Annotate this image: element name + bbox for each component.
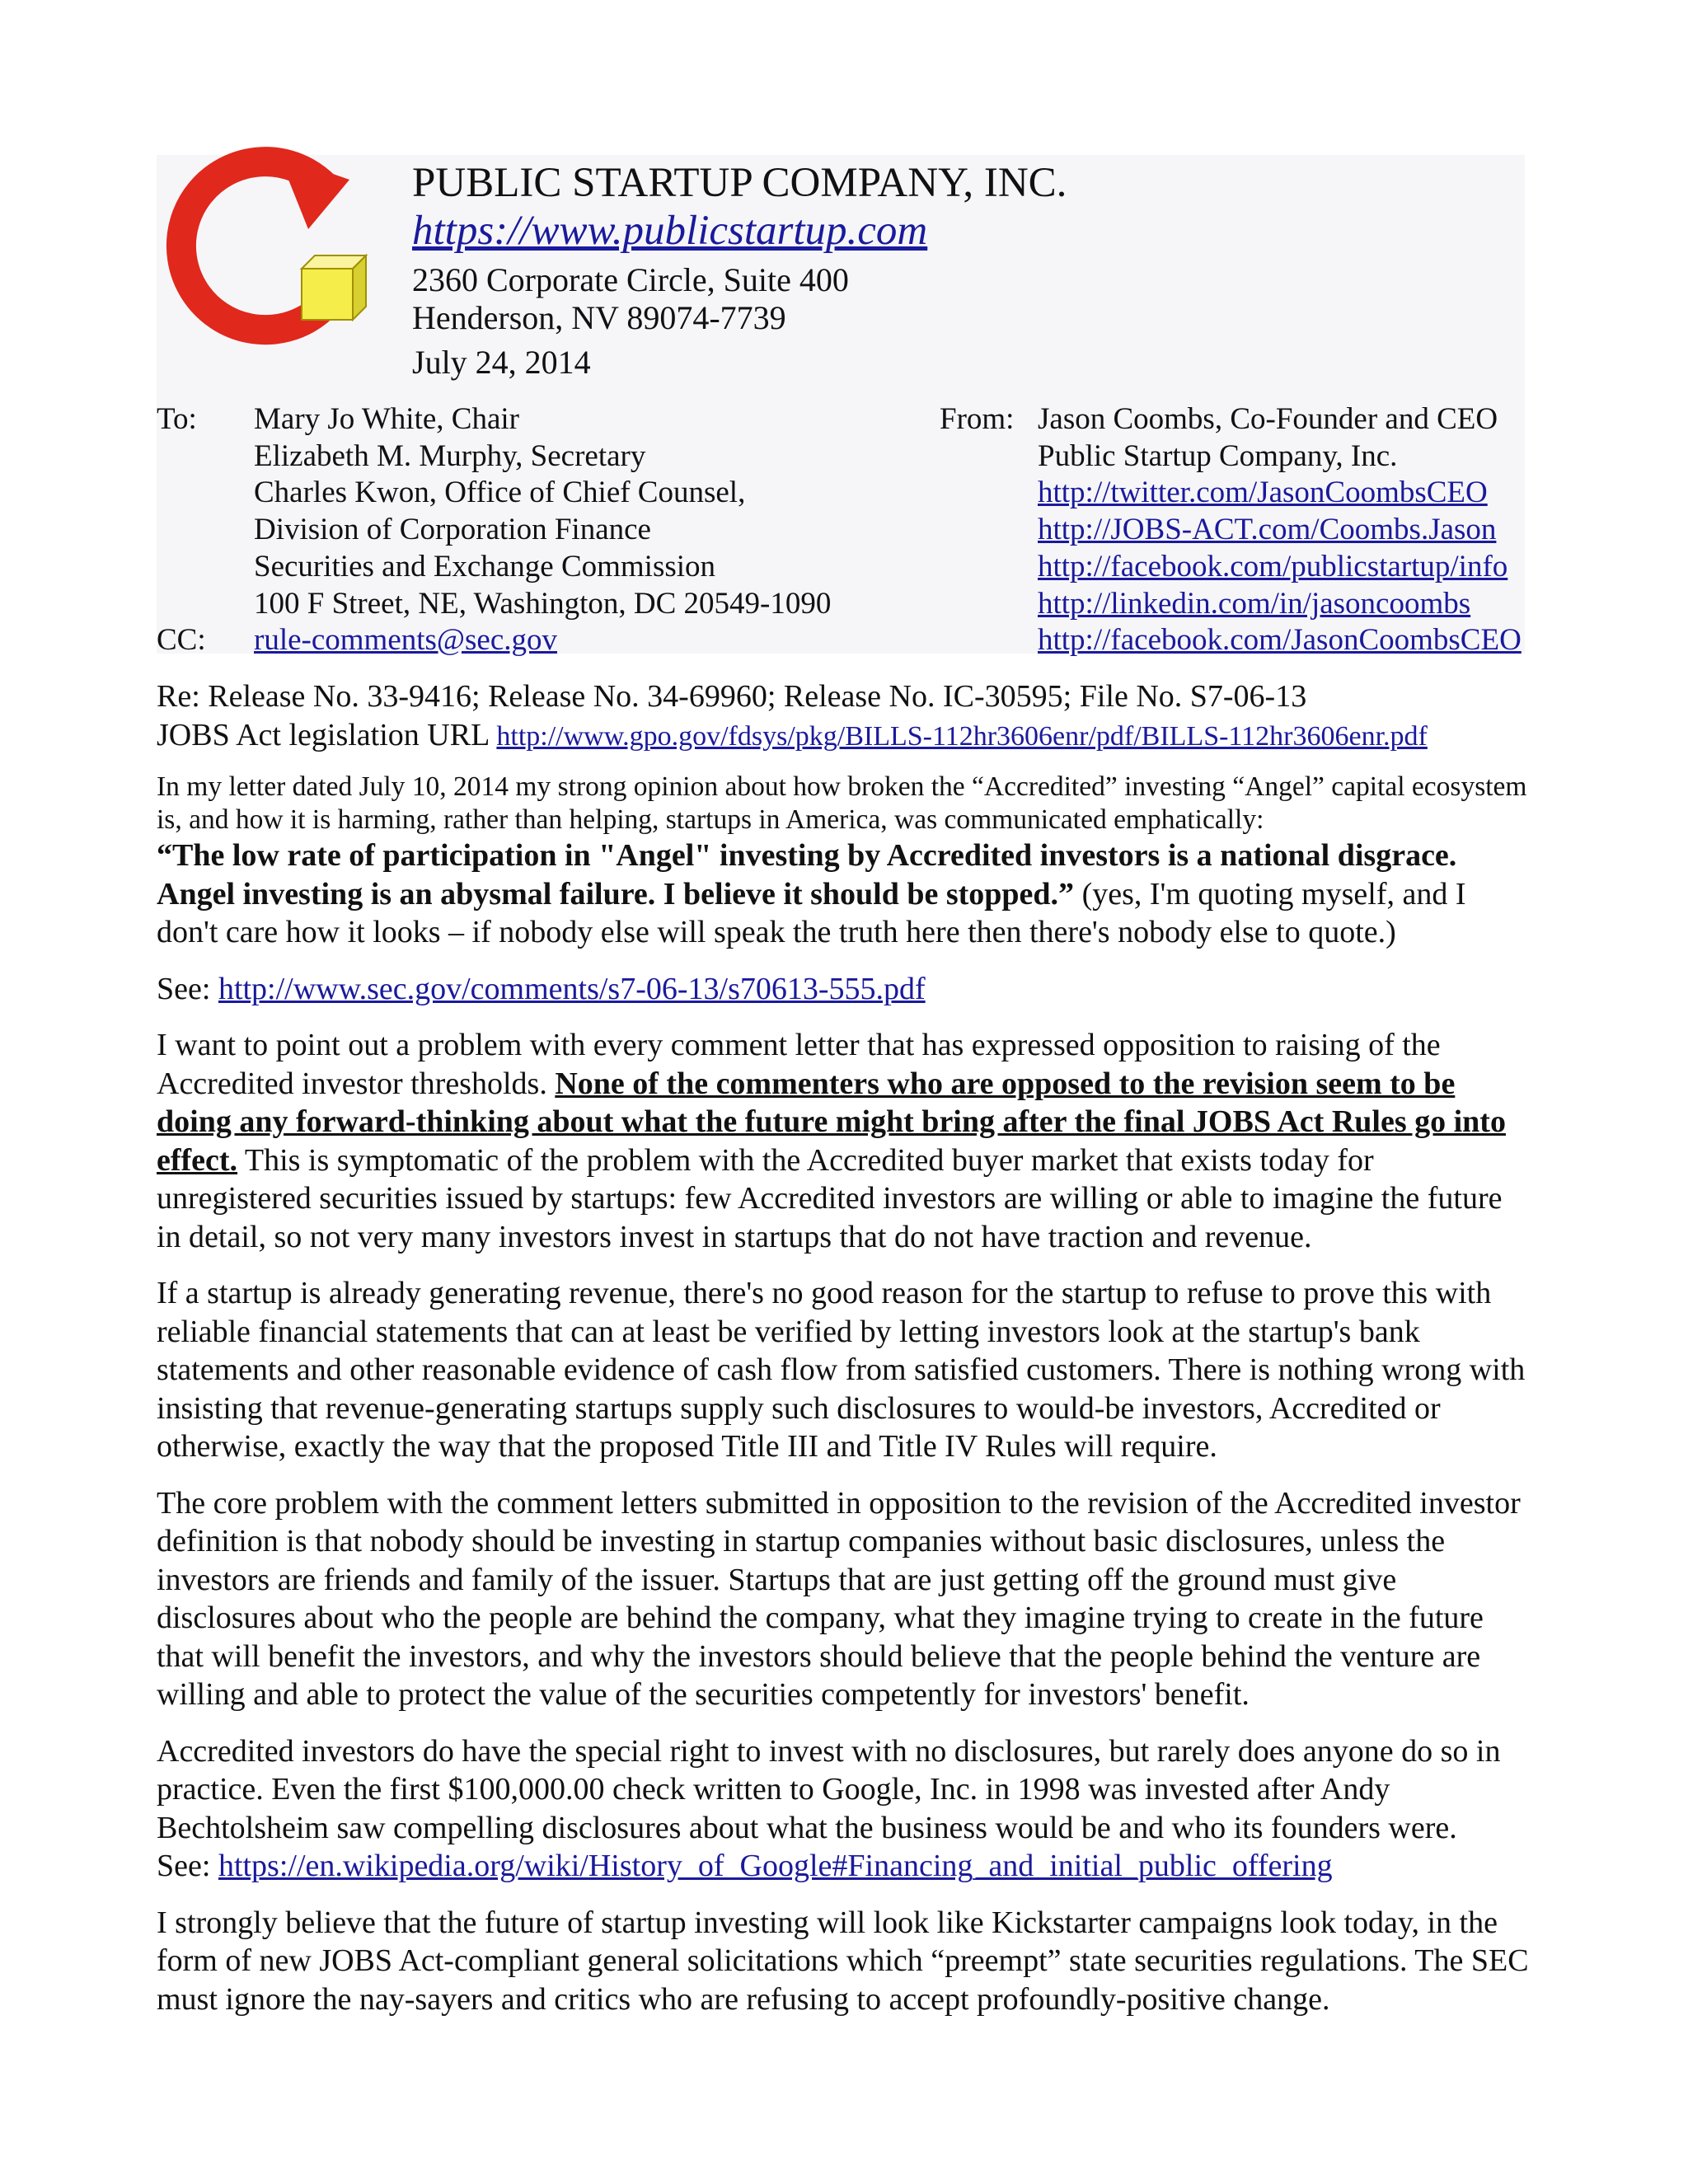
jobs-act-link[interactable]: http://JOBS-ACT.com/Coombs.Jason bbox=[1038, 513, 1497, 547]
see-reference-1 bbox=[157, 970, 1533, 1009]
company-header bbox=[412, 159, 1067, 382]
re-block bbox=[157, 677, 1533, 756]
paragraph-3: If a startup is already generating revenue, there's no good reason for the startup to refuse to prove this with reliable financial statements that can at least be verified by letting investors look at the startup's bank statements and other reasonable evidence of cash flow from satisfied customers. There is nothing wrong with insisting that revenue-generating startups supply such disclosures to would-be investors, Accredited or otherwise, exactly the way that the proposed Title III and Title IV Rules will require. bbox=[157, 1276, 1526, 1464]
recipient-line: 100 F Street, NE, Washington, DC 20549-1090 bbox=[254, 586, 832, 621]
recipient-line: Mary Jo White, Chair bbox=[254, 402, 519, 436]
recipient-line: Elizabeth M. Murphy, Secretary bbox=[254, 438, 646, 473]
paragraph-5 bbox=[157, 1732, 1533, 1886]
to-cc-labels bbox=[157, 401, 206, 659]
letter-body bbox=[157, 677, 1533, 2036]
recipient-line: Division of Corporation Finance bbox=[254, 513, 651, 547]
paragraph-2-emphasis: None of the commenters who are opposed to the revision seem to be doing any forward-thinking about what the future might bring after the final JOBS Act Rules go into effect. bbox=[157, 1066, 1506, 1178]
paragraph-quote bbox=[157, 837, 1533, 952]
linkedin-link[interactable]: http://linkedin.com/in/jasoncoombs bbox=[1038, 586, 1471, 621]
paragraph-5-text: Accredited investors do have the special right to invest with no disclosures, but rarely does anyone do so in practice. Even the first $100,000.00 check written to Google, Inc. in 1998 was invested after Andy Bechtolsheim saw compelling disclosures about what the business would be and who its founders were. bbox=[157, 1733, 1501, 1845]
to-label: To: bbox=[157, 402, 197, 436]
see-label: See: bbox=[157, 971, 218, 1006]
company-website-link[interactable]: https://www.publicstartup.com bbox=[412, 208, 928, 254]
re-line: Re: Release No. 33-9416; Release No. 34-69960; Release No. IC-30595; File No. S7-06-13 bbox=[157, 679, 1307, 714]
from-label: From: bbox=[940, 402, 1015, 436]
address-line-2: Henderson, NV 89074-7739 bbox=[412, 299, 786, 336]
recipient-block bbox=[254, 401, 831, 659]
letter-date: July 24, 2014 bbox=[412, 344, 591, 381]
twitter-link[interactable]: http://twitter.com/JasonCoombsCEO bbox=[1038, 476, 1488, 510]
cc-label: CC: bbox=[157, 623, 206, 658]
facebook-publicstartup-link[interactable]: http://facebook.com/publicstartup/info bbox=[1038, 549, 1508, 583]
cc-email-link[interactable]: rule-comments@sec.gov bbox=[254, 623, 557, 658]
paragraph-2-end: This is symptomatic of the problem with the Accredited buyer market that exists today for unregistered securities issued by startups: few Accredited investors are willing or able to imagine the future in detail, so not very many investors invest in startups that do not have traction and revenue. bbox=[157, 1142, 1503, 1254]
paragraph-6: I strongly believe that the future of startup investing will look like Kickstarter campaigns look today, in the form of new JOBS Act-compliant general solicitations which “preempt” state securities regulations. The SEC must ignore the nay-sayers and critics who are refusing to accept profoundly-positive change. bbox=[157, 1905, 1529, 2017]
circular-arrow-cube-logo bbox=[163, 147, 377, 353]
facebook-jason-link[interactable]: http://facebook.com/JasonCoombsCEO bbox=[1038, 623, 1522, 658]
address-line-1: 2360 Corporate Circle, Suite 400 bbox=[412, 261, 849, 298]
sec-comment-link[interactable]: http://www.sec.gov/comments/s7-06-13/s70613-555.pdf bbox=[218, 971, 926, 1006]
see-label: See: bbox=[157, 1849, 218, 1883]
recipient-line: Securities and Exchange Commission bbox=[254, 549, 716, 583]
recipient-line: Charles Kwon, Office of Chief Counsel, bbox=[254, 476, 746, 510]
paragraph-2-start: I want to point out a problem with every comment letter that has expressed opposition to raising of the Accredited investor thresholds. bbox=[157, 1028, 1441, 1101]
legislation-url-link[interactable]: http://www.gpo.gov/fdsys/pkg/BILLS-112hr3606enr/pdf/BILLS-112hr3606enr.pdf bbox=[496, 720, 1428, 752]
sender-company: Public Startup Company, Inc. bbox=[1038, 438, 1398, 473]
emphatic-quote: “The low rate of participation in "Angel" investing by Accredited investors is a national disgrace. Angel investing is an abysmal failure. I believe it should be stopped.” bbox=[157, 838, 1457, 912]
sender-name-title: Jason Coombs, Co-Founder and CEO bbox=[1038, 402, 1498, 436]
cube-front-icon bbox=[302, 269, 353, 320]
sender-block bbox=[1038, 401, 1522, 659]
paragraph-4: The core problem with the comment letters submitted in opposition to the revision of the Accredited investor definition is that nobody should be investing in startup companies without basic disclosures, unless the investors are friends and family of the issuer. Startups that are just getting off the ground must give disclosures about who the people are behind the company, what they imagine trying to create in the future that will benefit the investors, and why the investors should believe that the people behind the venture are willing and able to protect the value of the securities competently for investors' benefit. bbox=[157, 1485, 1521, 1712]
paragraph-2 bbox=[157, 1026, 1533, 1256]
wikipedia-google-link[interactable]: https://en.wikipedia.org/wiki/History_of_Google#Financing_and_initial_public_offering bbox=[218, 1849, 1333, 1883]
quote-tail: (yes, I'm quoting myself, and I don't care how it looks – if nobody else will speak the truth here then there's nobody else to quote.) bbox=[157, 876, 1466, 949]
paragraph-intro: In my letter dated July 10, 2014 my strong opinion about how broken the “Accredited” investing “Angel” capital ecosystem is, and how it is harming, rather than helping, startups in America, was communicated emphatically: bbox=[157, 771, 1527, 835]
company-name: PUBLIC STARTUP COMPANY, INC. bbox=[412, 160, 1067, 206]
re-legislation-label: JOBS Act legislation URL bbox=[157, 717, 497, 752]
